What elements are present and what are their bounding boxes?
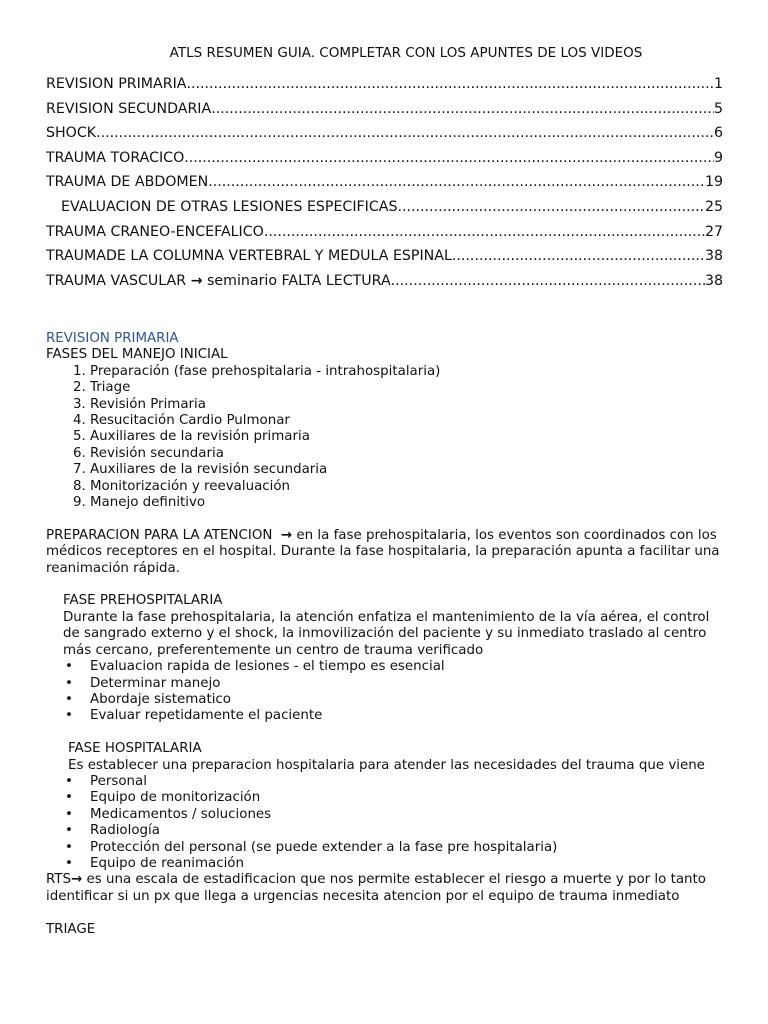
preparation-lead: PREPARACION PARA LA ATENCION xyxy=(46,527,273,543)
toc-page-number: 5 xyxy=(713,100,723,117)
toc-label: TRAUMA DE ABDOMEN xyxy=(46,174,209,191)
toc-entry-columna-vertebral[interactable] xyxy=(46,248,723,273)
toc-entry-trauma-craneo-encefalico[interactable] xyxy=(46,224,723,249)
rts-lead: RTS xyxy=(46,872,72,888)
hospital-text xyxy=(46,758,726,774)
toc-page-number: 9 xyxy=(713,149,723,166)
phases-heading: FASES DEL MANEJO INICIAL xyxy=(46,347,228,363)
list-item: • Personal xyxy=(90,774,726,790)
toc-label: REVISION SECUNDARIA xyxy=(46,100,212,117)
toc-label xyxy=(46,273,391,289)
toc-leader-dots xyxy=(96,125,714,141)
list-item: • Protección del personal (se puede extender a la fase pre hospitalaria) xyxy=(90,840,726,856)
list-item: 3. Revisión Primaria xyxy=(90,397,726,413)
toc-page-number: 6 xyxy=(713,125,723,142)
toc-label: REVISION PRIMARIA xyxy=(46,76,187,92)
table-of-contents xyxy=(46,76,723,297)
prehospital-heading: FASE PREHOSPITALARIA xyxy=(63,593,223,609)
toc-entry-revision-primaria[interactable] xyxy=(46,76,723,101)
toc-label: EVALUACION DE OTRAS LESIONES ESPECIFICAS xyxy=(61,198,398,215)
toc-entry-trauma-de-abdomen[interactable] xyxy=(46,174,723,199)
toc-label-post: seminario FALTA LECTURA xyxy=(207,272,391,289)
toc-page-number: 38 xyxy=(704,272,723,289)
arrow-right-icon: → xyxy=(190,272,203,289)
list-item: 5. Auxiliares de la revisión primaria xyxy=(90,429,726,445)
phases-list xyxy=(46,364,726,512)
rts-text: es una escala de estadificacion que nos permite establecer el riesgo a muerte y por lo tanto identificar si un px que llega a urgencias necesita atencion por el equipo de trauma inmediato xyxy=(46,872,706,904)
document-title: ATLS RESUMEN GUIA. COMPLETAR CON LOS APUNTES DE LOS VIDEOS xyxy=(169,45,643,61)
toc-entry-trauma-toracico[interactable] xyxy=(46,150,723,175)
toc-entry-shock[interactable] xyxy=(46,125,723,150)
list-item: • Determinar manejo xyxy=(90,676,726,692)
hospital-list xyxy=(46,774,726,872)
hospital-text-body: Es establecer una preparacion hospitalaria para atender las necesidades del trauma que viene xyxy=(68,757,705,773)
section-heading-revision-primaria[interactable]: REVISION PRIMARIA xyxy=(46,331,179,346)
toc-page-number: 25 xyxy=(704,198,723,215)
toc-page-number: 38 xyxy=(704,248,723,265)
triage-heading: TRIAGE xyxy=(46,921,96,937)
list-item: • Equipo de monitorización xyxy=(90,790,726,806)
list-item: • Medicamentos / soluciones xyxy=(90,807,726,823)
list-item: 8. Monitorización y reevaluación xyxy=(90,479,726,495)
list-item: • Evaluar repetidamente el paciente xyxy=(90,708,726,724)
hospital-heading: FASE HOSPITALARIA xyxy=(68,741,202,757)
prehospital-list xyxy=(46,659,726,725)
prehospital-text: Durante la fase prehospitalaria, la atención enfatiza el mantenimiento de la vía aérea, el control de sangrado externo y el shock, la inmovilización del paciente y su inmediato traslado al centro más cercano, preferentemente un centro de trauma verificado xyxy=(63,609,710,658)
list-item: 2. Triage xyxy=(90,380,726,396)
toc-label: SHOCK xyxy=(46,125,97,142)
toc-leader-dots xyxy=(208,174,705,190)
list-item: 7. Auxiliares de la revisión secundaria xyxy=(90,462,726,478)
toc-label-pre: TRAUMA VASCULAR xyxy=(46,272,187,289)
arrow-right-icon: → xyxy=(280,527,293,543)
document-body xyxy=(46,331,726,938)
toc-label: TRAUMADE LA COLUMNA VERTEBRAL Y MEDULA ESPINAL xyxy=(46,248,452,265)
rts-paragraph xyxy=(46,872,726,905)
preparation-text: en la fase prehospitalaria, los eventos son coordinados con los médicos receptores en el hospital. Durante la fase hospitalaria, la preparación apunta a facilitar una reanimación rápida. xyxy=(46,527,720,576)
toc-leader-dots xyxy=(211,101,714,117)
list-item: 1. Preparación (fase prehospitalaria - intrahospitalaria) xyxy=(90,364,726,380)
toc-leader-dots xyxy=(397,199,704,215)
toc-page-number: 19 xyxy=(704,174,723,191)
list-item: • Abordaje sistematico xyxy=(90,692,726,708)
toc-leader-dots xyxy=(186,76,713,92)
list-item: • Evaluacion rapida de lesiones - el tiempo es esencial xyxy=(90,659,726,675)
list-item: • Equipo de reanimación xyxy=(90,856,726,872)
list-item: • Radiología xyxy=(90,823,726,839)
list-item: 9. Manejo definitivo xyxy=(90,495,726,511)
toc-label: TRAUMA CRANEO-ENCEFALICO xyxy=(46,223,264,240)
toc-page-number: 27 xyxy=(704,223,723,240)
toc-leader-dots xyxy=(264,224,705,240)
arrow-right-icon: → xyxy=(71,872,83,888)
toc-entry-otras-lesiones[interactable] xyxy=(46,199,723,224)
preparation-paragraph xyxy=(46,528,726,577)
toc-leader-dots xyxy=(452,248,705,264)
toc-label: TRAUMA TORACICO xyxy=(46,149,185,166)
list-item: 4. Resucitación Cardio Pulmonar xyxy=(90,413,726,429)
toc-page-number: 1 xyxy=(713,76,723,92)
toc-leader-dots xyxy=(391,273,705,289)
toc-leader-dots xyxy=(184,150,714,166)
toc-entry-trauma-vascular[interactable] xyxy=(46,273,723,298)
toc-entry-revision-secundaria[interactable] xyxy=(46,101,723,126)
list-item: 6. Revisión secundaria xyxy=(90,446,726,462)
